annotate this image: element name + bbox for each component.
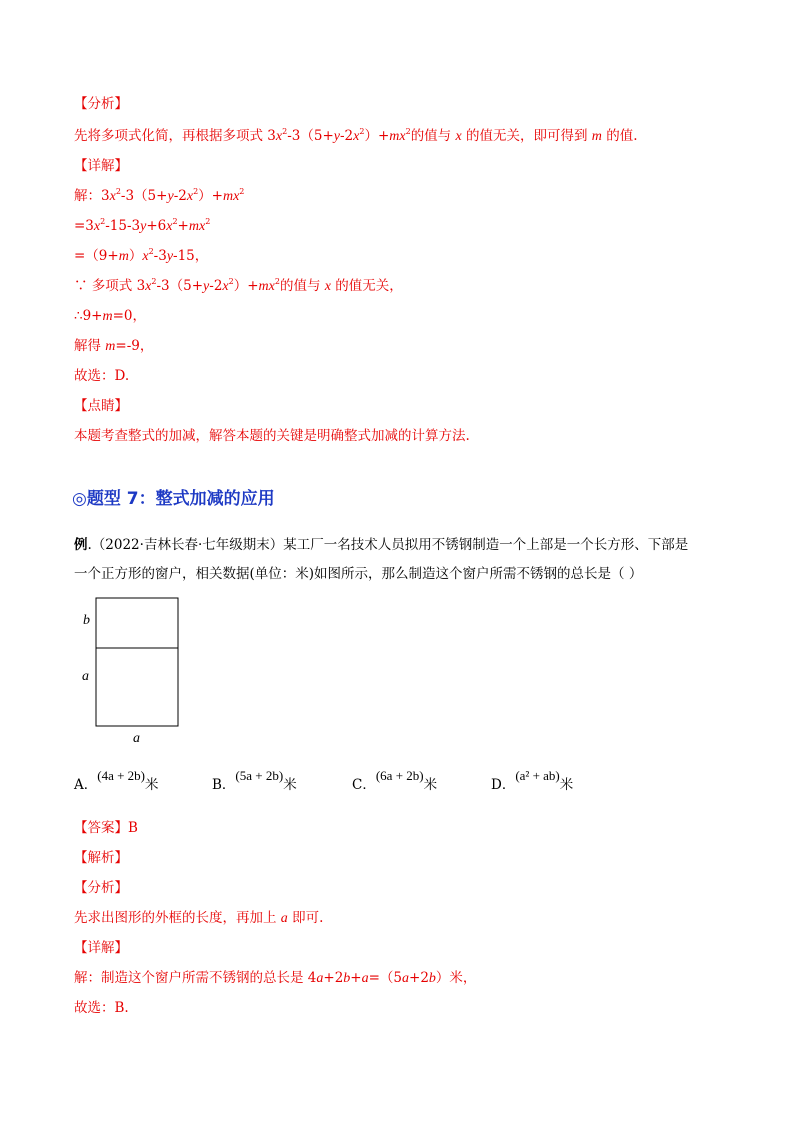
- because-line: ∵ 多项式 $3x^2-3(5+y-2x^2)+mx^2$的值与 x 的值无关，: [74, 277, 403, 294]
- therefore-line: ∴9+m=0，: [74, 308, 147, 324]
- example-line-1: 例.（2022·吉林长春·七年级期末）某工厂一名技术人员拟用不锈钢制造一个上部是一个长方形、下部是: [74, 537, 689, 553]
- label-a-bottom: a: [133, 731, 140, 746]
- option-d-expr: (a² + ab): [515, 768, 560, 783]
- solve-line: 解得 m=-9，: [74, 338, 154, 354]
- detail-text-2: 解：制造这个窗户所需不锈钢的总长是 4a+2b+a=（5a+2b）米，: [74, 970, 477, 986]
- example-line-2: 一个正方形的窗户，相关数据(单位：米)如图所示，那么制造这个窗户所需不锈钢的总长是（ ）: [74, 566, 643, 582]
- window-figure: [74, 596, 194, 746]
- option-a-expr: (4a + 2b): [97, 768, 146, 783]
- solution-step-2: $=(9+m)x^2-3y-15$，: [74, 247, 209, 264]
- option-b-expr: (5a + 2b): [235, 768, 284, 783]
- answer-line: 【答案】B: [74, 820, 138, 836]
- option-c[interactable]: C．(6a + 2b)米: [352, 768, 438, 793]
- solution-step-1: $=3x^2-15-3y+6x^2+mx^2$: [74, 217, 211, 234]
- label-b: b: [83, 613, 90, 628]
- option-a[interactable]: A．(4a + 2b)米: [74, 768, 159, 793]
- option-b[interactable]: B．(5a + 2b)米: [212, 768, 297, 793]
- example-label: 例: [74, 537, 88, 553]
- explain-heading: 【解析】: [74, 850, 128, 866]
- solution-line: 解：$3x^2-3(5+y-2x^2)+mx^2$: [74, 187, 245, 204]
- choose-line-2: 故选：B.: [74, 1000, 129, 1016]
- analysis-text-2: 先求出图形的外框的长度，再加上 a 即可.: [74, 910, 324, 926]
- comment-text: 本题考查整式的加减，解答本题的关键是明确整式加减的计算方法.: [74, 428, 470, 444]
- analysis-heading-2: 【分析】: [74, 880, 128, 896]
- comment-heading: 【点睛】: [74, 398, 128, 414]
- outer-frame: [96, 598, 178, 726]
- label-a-left: a: [82, 669, 89, 684]
- choose-line: 故选：D.: [74, 368, 130, 384]
- option-c-expr: (6a + 2b): [375, 768, 424, 783]
- analysis-heading: 【分析】: [74, 96, 128, 112]
- option-d[interactable]: D．(a² + ab)米: [491, 768, 574, 793]
- detail-heading-2: 【详解】: [74, 940, 128, 956]
- detail-heading: 【详解】: [74, 158, 128, 174]
- analysis-text: 先将多项式化简，再根据多项式 $3x^2-3(5+y-2x^2)+mx^2$的值与 x 的值无关，即可得到 m 的值.: [74, 127, 638, 144]
- section-title: ◎题型 7：整式加减的应用: [72, 489, 275, 509]
